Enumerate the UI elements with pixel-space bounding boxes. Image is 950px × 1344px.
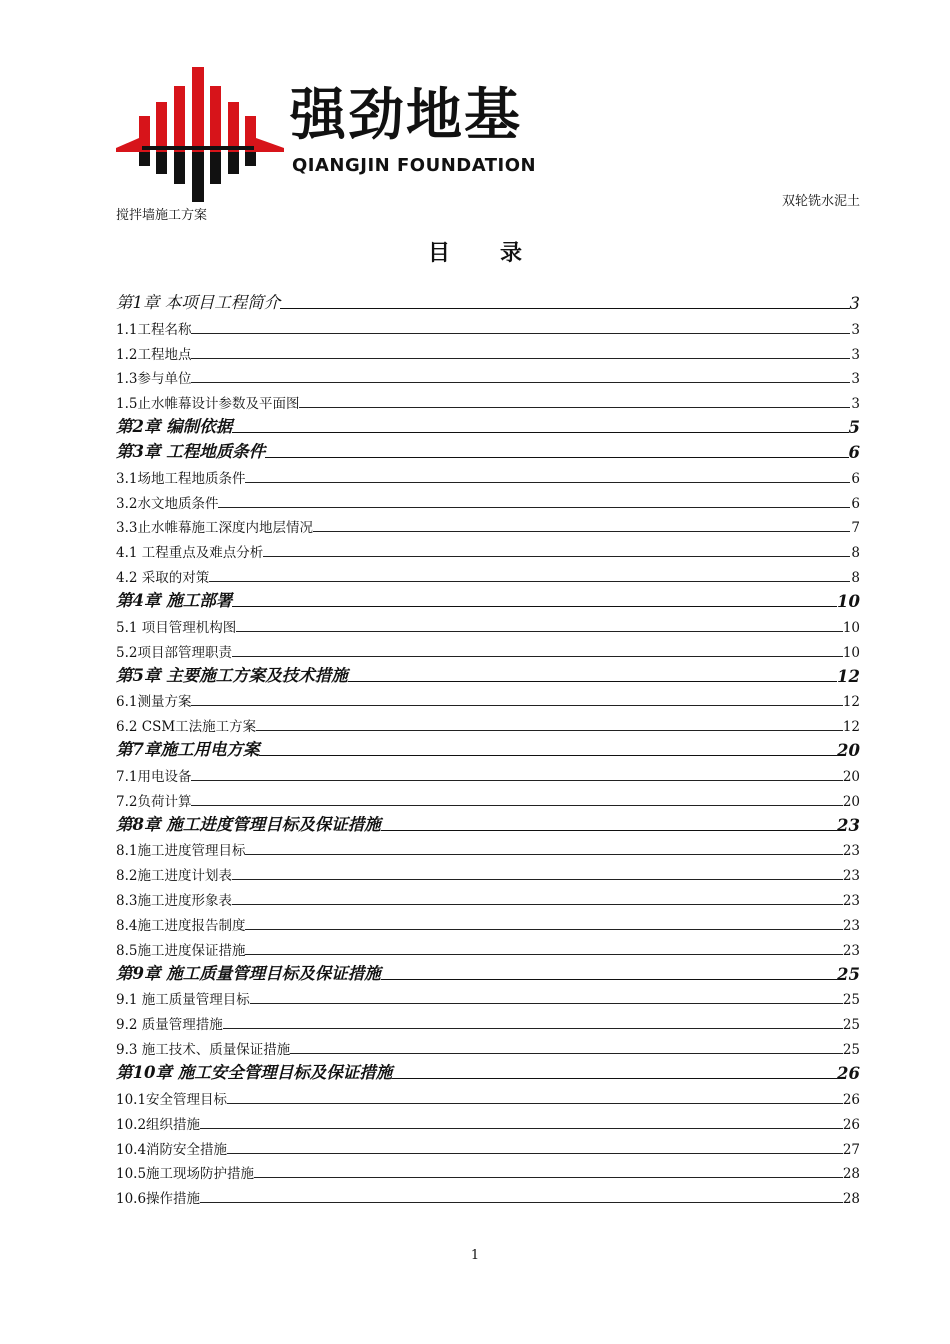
toc-entry-label: 第10章 施工安全管理目标及保证措施 (116, 1063, 393, 1082)
toc-entry-page: 23 (842, 942, 860, 959)
toc-entry-page: 12 (837, 666, 860, 686)
toc-leader-line (299, 407, 850, 408)
toc-entry-label: 9.2 质量管理措施 (116, 1017, 223, 1034)
toc-leader-line (236, 631, 843, 632)
company-logo (112, 62, 287, 207)
toc-entry-page: 23 (837, 815, 860, 835)
header-title-part2: 搅拌墙施工方案 (116, 208, 208, 223)
toc-entry-label: 10.6操作措施 (116, 1191, 201, 1208)
toc-leader-line (381, 979, 837, 980)
toc-entry-page: 26 (842, 1091, 860, 1108)
toc-leader-line (227, 1153, 843, 1154)
toc-entry-label: 4.1 工程重点及难点分析 (116, 545, 264, 562)
toc-entry-page: 28 (842, 1166, 860, 1183)
toc-section-entry[interactable] (116, 859, 860, 884)
toc-section-entry[interactable] (116, 835, 860, 860)
toc-section-entry[interactable] (116, 462, 860, 487)
toc-leader-line (245, 854, 842, 855)
toc-entry-page: 20 (842, 768, 860, 785)
toc-chapter-entry[interactable] (116, 412, 860, 437)
toc-leader-line (200, 1202, 843, 1203)
toc-entry-label: 第2章 编制依据 (116, 417, 233, 437)
toc-entry-page: 6 (851, 495, 860, 512)
toc-entry-label: 8.3施工进度形象表 (116, 893, 232, 910)
toc-entry-label: 10.4消防安全措施 (116, 1141, 228, 1158)
toc-entry-label: 第7章施工用电方案 (116, 740, 260, 760)
toc-entry-label: 1.2工程地点 (116, 346, 192, 363)
toc-chapter-entry[interactable] (116, 810, 860, 835)
toc-title-char: 目 (428, 241, 451, 266)
toc-entry-page: 6 (851, 470, 860, 487)
table-of-contents (116, 288, 860, 1207)
toc-entry-page: 27 (842, 1141, 860, 1158)
toc-section-entry[interactable] (116, 686, 860, 711)
toc-entry-label: 10.1安全管理目标 (116, 1091, 228, 1108)
toc-section-entry[interactable] (116, 785, 860, 810)
toc-entry-label: 8.5施工进度保证措施 (116, 942, 246, 959)
toc-leader-line (348, 681, 837, 682)
toc-entry-label: 6.1测量方案 (116, 694, 192, 711)
toc-leader-line (259, 755, 837, 756)
toc-leader-line (245, 482, 850, 483)
toc-section-entry[interactable] (116, 909, 860, 934)
toc-leader-line (245, 954, 842, 955)
toc-entry-page: 25 (842, 1017, 860, 1034)
toc-entry-page: 23 (842, 843, 860, 860)
toc-entry-page: 12 (842, 719, 860, 736)
toc-leader-line (256, 730, 843, 731)
toc-section-entry[interactable] (116, 512, 860, 537)
toc-entry-label: 10.2组织措施 (116, 1116, 201, 1133)
toc-entry-page: 25 (842, 1042, 860, 1059)
toc-entry-page: 20 (842, 793, 860, 810)
toc-entry-page: 10 (842, 619, 860, 636)
toc-leader-line (191, 705, 842, 706)
toc-entry-page: 3 (851, 321, 860, 338)
toc-chapter-entry[interactable] (116, 586, 860, 611)
toc-section-entry[interactable] (116, 313, 860, 338)
toc-entry-label: 8.1施工进度管理目标 (116, 843, 246, 860)
toc-section-entry[interactable] (116, 710, 860, 735)
toc-leader-line (191, 382, 850, 383)
toc-leader-line (313, 531, 850, 532)
toc-leader-line (191, 333, 850, 334)
toc-entry-label: 1.1工程名称 (116, 321, 192, 338)
toc-leader-line (232, 606, 837, 607)
toc-section-entry[interactable] (116, 387, 860, 412)
toc-title-char: 录 (500, 241, 523, 266)
toc-section-entry[interactable] (116, 1108, 860, 1133)
toc-entry-label: 第1章 本项目工程简介 (116, 292, 281, 312)
toc-entry-label: 5.2项目部管理职责 (116, 644, 232, 661)
toc-leader-line (191, 805, 842, 806)
toc-leader-line (209, 581, 850, 582)
toc-leader-line (227, 1103, 843, 1104)
toc-section-entry[interactable] (116, 338, 860, 363)
toc-entry-label: 3.3止水帷幕施工深度内地层情况 (116, 520, 313, 537)
toc-section-entry[interactable] (116, 1033, 860, 1058)
toc-entry-label: 8.2施工进度计划表 (116, 868, 232, 885)
toc-entry-label: 1.5止水帷幕设计参数及平面图 (116, 396, 300, 413)
toc-section-entry[interactable] (116, 1182, 860, 1207)
toc-leader-line (223, 1028, 843, 1029)
toc-entry-label: 3.1场地工程地质条件 (116, 470, 246, 487)
toc-leader-line (392, 1078, 837, 1079)
toc-section-entry[interactable] (116, 487, 860, 512)
toc-leader-line (290, 1053, 843, 1054)
toc-section-entry[interactable] (116, 984, 860, 1009)
toc-chapter-entry[interactable] (116, 959, 860, 984)
toc-section-entry[interactable] (116, 1008, 860, 1033)
toc-leader-line (232, 432, 848, 433)
toc-section-entry[interactable] (116, 1083, 860, 1108)
logo-brand-en: QIANGJIN FOUNDATION (292, 155, 537, 176)
toc-entry-page: 10 (842, 644, 860, 661)
toc-entry-page: 25 (842, 992, 860, 1009)
toc-entry-label: 3.2水文地质条件 (116, 495, 219, 512)
toc-entry-page: 3 (849, 293, 860, 313)
toc-entry-label: 7.2负荷计算 (116, 793, 192, 810)
toc-entry-page: 3 (851, 371, 860, 388)
toc-leader-line (232, 904, 843, 905)
toc-entry-label: 1.3参与单位 (116, 371, 192, 388)
toc-leader-line (254, 1177, 843, 1178)
toc-entry-label: 10.5施工现场防护措施 (116, 1166, 255, 1183)
page-number: 1 (470, 1248, 480, 1263)
toc-leader-line (280, 308, 849, 309)
toc-section-entry[interactable] (116, 884, 860, 909)
toc-entry-label: 9.3 施工技术、质量保证措施 (116, 1042, 291, 1059)
toc-section-entry[interactable] (116, 636, 860, 661)
header-title-part1: 双轮铣水泥土 (781, 194, 860, 209)
toc-entry-page: 23 (842, 868, 860, 885)
toc-chapter-entry[interactable] (116, 288, 860, 313)
toc-entry-label: 8.4施工进度报告制度 (116, 917, 246, 934)
toc-entry-page: 12 (842, 694, 860, 711)
toc-entry-page: 8 (851, 545, 860, 562)
toc-entry-label: 第9章 施工质量管理目标及保证措施 (116, 963, 381, 983)
toc-entry-label: 6.2 CSM工法施工方案 (116, 719, 257, 736)
toc-entry-page: 23 (842, 917, 860, 934)
toc-leader-line (265, 457, 848, 458)
toc-leader-line (218, 507, 850, 508)
toc-section-entry[interactable] (116, 536, 860, 561)
toc-entry-page: 10 (837, 591, 860, 611)
toc-section-entry[interactable] (116, 760, 860, 785)
toc-entry-page: 26 (837, 1064, 860, 1083)
toc-leader-line (263, 556, 850, 557)
toc-section-entry[interactable] (116, 1158, 860, 1183)
toc-chapter-entry[interactable] (116, 437, 860, 462)
toc-leader-line (250, 1003, 843, 1004)
toc-entry-page: 23 (842, 893, 860, 910)
toc-leader-line (381, 830, 837, 831)
toc-title (0, 236, 950, 267)
toc-entry-page: 28 (842, 1191, 860, 1208)
toc-section-entry[interactable] (116, 611, 860, 636)
toc-chapter-entry[interactable] (116, 661, 860, 686)
toc-entry-label: 4.2 采取的对策 (116, 570, 210, 587)
toc-leader-line (191, 358, 850, 359)
toc-leader-line (191, 780, 842, 781)
toc-section-entry[interactable] (116, 561, 860, 586)
toc-entry-page: 3 (851, 396, 860, 413)
toc-entry-page: 26 (842, 1116, 860, 1133)
toc-entry-label: 第3章 工程地质条件 (116, 441, 266, 461)
toc-entry-page: 20 (837, 741, 860, 761)
toc-entry-page: 3 (851, 346, 860, 363)
toc-entry-page: 7 (851, 520, 860, 537)
toc-section-entry[interactable] (116, 363, 860, 388)
toc-entry-page: 5 (848, 418, 860, 438)
toc-chapter-entry[interactable] (116, 735, 860, 760)
toc-entry-page: 6 (848, 442, 860, 462)
toc-entry-label: 9.1 施工质量管理目标 (116, 992, 250, 1009)
toc-leader-line (200, 1128, 843, 1129)
toc-entry-label: 第5章 主要施工方案及技术措施 (116, 665, 348, 685)
toc-entry-page: 25 (837, 964, 860, 984)
toc-chapter-entry[interactable] (116, 1058, 860, 1083)
toc-leader-line (232, 879, 843, 880)
toc-leader-line (232, 656, 843, 657)
toc-entry-label: 第4章 施工部署 (116, 590, 233, 610)
logo-brand-cn: 强劲地基 (290, 83, 522, 148)
toc-section-entry[interactable] (116, 934, 860, 959)
toc-leader-line (245, 929, 842, 930)
toc-entry-page: 8 (851, 570, 860, 587)
toc-entry-label: 7.1用电设备 (116, 768, 192, 785)
toc-entry-label: 第8章 施工进度管理目标及保证措施 (116, 814, 381, 834)
toc-section-entry[interactable] (116, 1133, 860, 1158)
toc-entry-label: 5.1 项目管理机构图 (116, 619, 237, 636)
